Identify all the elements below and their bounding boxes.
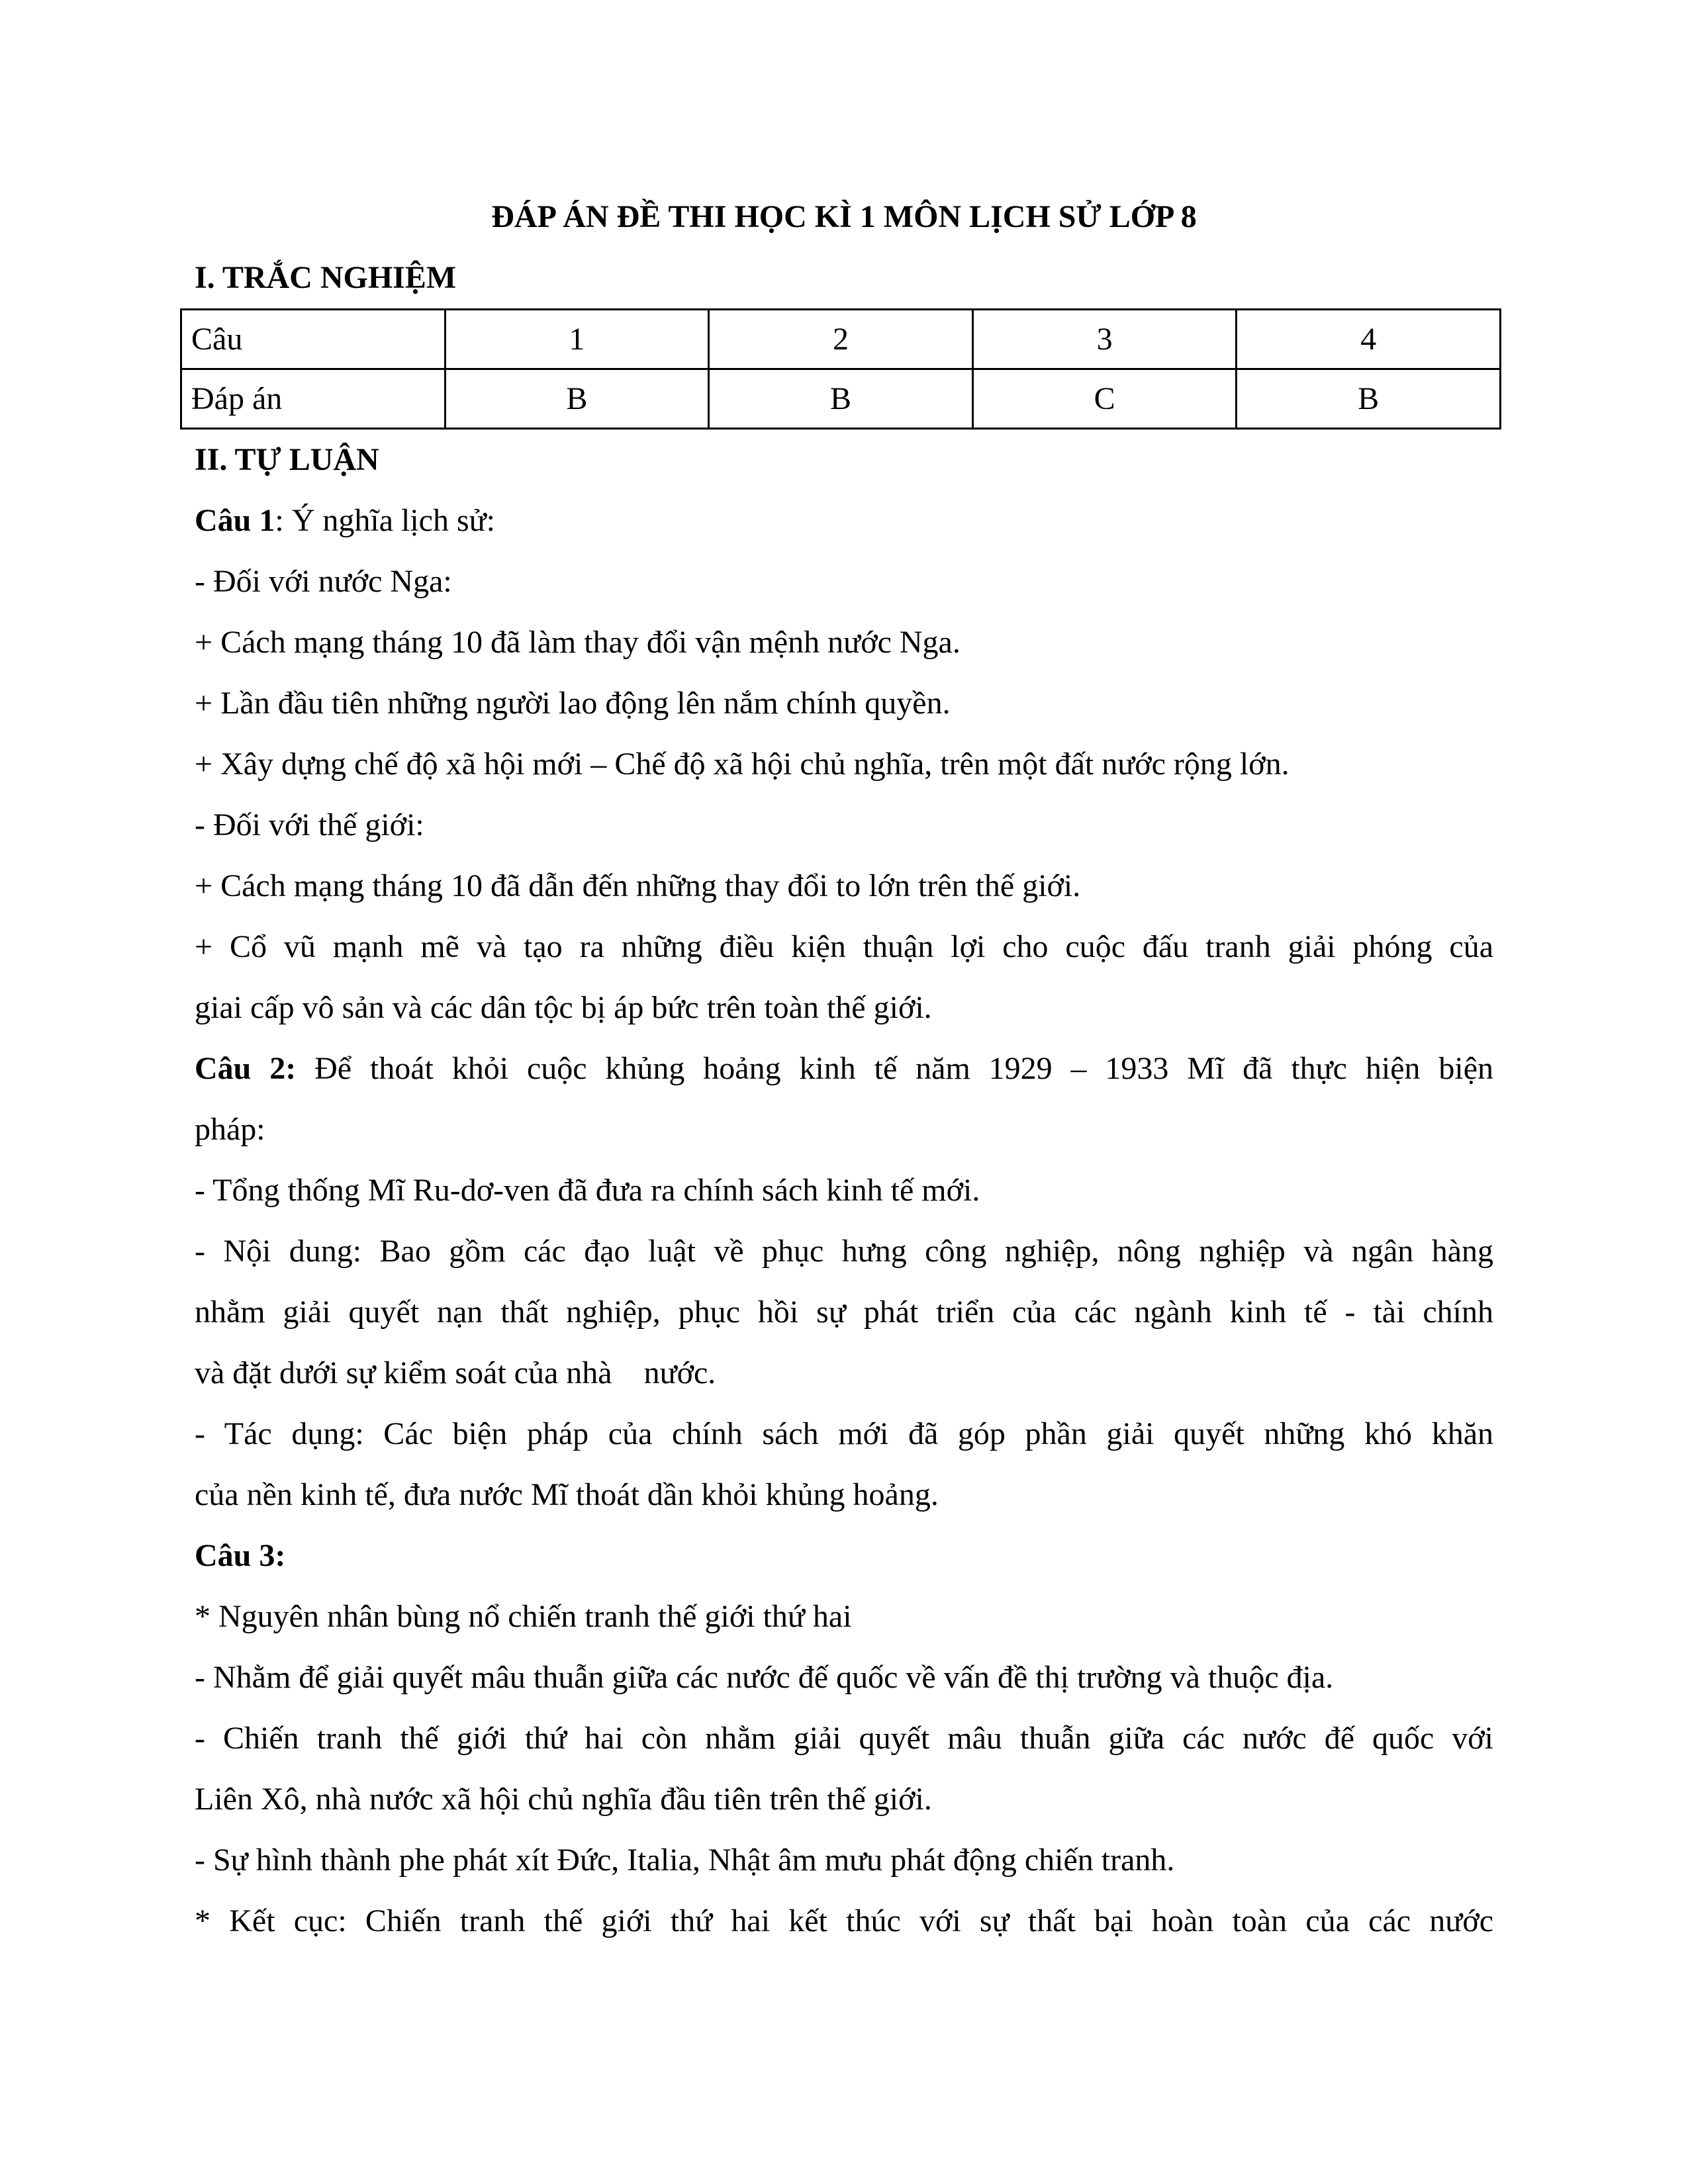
question-2-intro [195,1038,1493,1099]
section-1-heading: I. TRẮC NGHIỆM [195,260,457,295]
body-line: + Cách mạng tháng 10 đã dẫn đến những thay đổi to lớn trên thế giới. [195,868,1081,903]
answer-cell: B [1237,369,1501,429]
question-1-intro-text: : Ý nghĩa lịch sử: [275,503,496,538]
body-line: - Sự hình thành phe phát xít Đức, Italia, Nhật âm mưu phát động chiến tranh. [195,1843,1175,1878]
answer-cell: B [445,369,709,429]
table-header-cell: Đáp án [181,369,445,429]
answer-cell: C [972,369,1237,429]
body-line: - Đối với nước Nga: [195,564,452,599]
body-line: - Đối với thế giới: [195,807,424,842]
question-1-label: Câu 1 [195,503,275,538]
body-line: - Nội dung: Bao gồm các đạo luật về phục hưng công nghiệp, nông nghiệp và ngân hàng [195,1234,1493,1269]
question-cell: 4 [1237,310,1501,369]
answer-table [180,308,1501,430]
body-line: + Lần đầu tiên những người lao động lên nắm chính quyền. [195,686,951,721]
document-content [191,187,1494,1952]
body-line: Liên Xô, nhà nước xã hội chủ nghĩa đầu tiên trên thế giới. [195,1782,932,1817]
body-line: của nền kinh tế, đưa nước Mĩ thoát dần khỏi khủng hoảng. [195,1477,939,1512]
body-line: + Cách mạng tháng 10 đã làm thay đổi vận mệnh nước Nga. [195,625,961,660]
question-cell: 1 [445,310,709,369]
body-line: + Xây dựng chế độ xã hội mới – Chế độ xã hội chủ nghĩa, trên một đất nước rộng lớn. [195,747,1289,782]
body-line: * Nguyên nhân bùng nổ chiến tranh thế giới thứ hai [195,1599,852,1634]
question-1-intro [195,490,1493,551]
table-row-questions [181,310,1501,369]
question-cell: 3 [972,310,1237,369]
body-line: nhằm giải quyết nạn thất nghiệp, phục hồi sự phát triển của các ngành kinh tế - tài chính [195,1295,1493,1330]
question-cell: 2 [709,310,973,369]
body-line: pháp: [195,1112,265,1147]
body-line: + Cổ vũ mạnh mẽ và tạo ra những điều kiện thuận lợi cho cuộc đấu tranh giải phóng của [195,929,1493,964]
table-header-cell: Câu [181,310,445,369]
answer-cell: B [709,369,973,429]
table-row-answers [181,369,1501,429]
body-line: * Kết cục: Chiến tranh thế giới thứ hai kết thúc với sự thất bại hoàn toàn của các nước [195,1903,1493,1938]
body-line: và đặt dưới sự kiểm soát của nhà nước. [195,1355,716,1390]
body-line: giai cấp vô sản và các dân tộc bị áp bức trên toàn thế giới. [195,990,932,1025]
body-line: - Tổng thống Mĩ Ru-dơ-ven đã đưa ra chính sách kinh tế mới. [195,1173,980,1208]
page-title: ĐÁP ÁN ĐỀ THI HỌC KÌ 1 MÔN LỊCH SỬ LỚP 8 [491,199,1197,234]
body-line: - Tác dụng: Các biện pháp của chính sách mới đã góp phần giải quyết những khó khăn [195,1416,1493,1451]
section-2-heading: II. TỰ LUẬN [195,442,379,477]
question-2-intro-text: Để thoát khỏi cuộc khủng hoảng kinh tế năm 1929 – 1933 Mĩ đã thực hiện biện [296,1051,1494,1086]
body-line: - Nhằm để giải quyết mâu thuẫn giữa các nước đế quốc về vấn đề thị trường và thuộc địa. [195,1660,1334,1695]
question-2-label: Câu 2: [195,1051,297,1086]
body-line: - Chiến tranh thế giới thứ hai còn nhằm giải quyết mâu thuẫn giữa các nước đế quốc với [195,1721,1493,1756]
question-3-label: Câu 3: [195,1538,286,1573]
